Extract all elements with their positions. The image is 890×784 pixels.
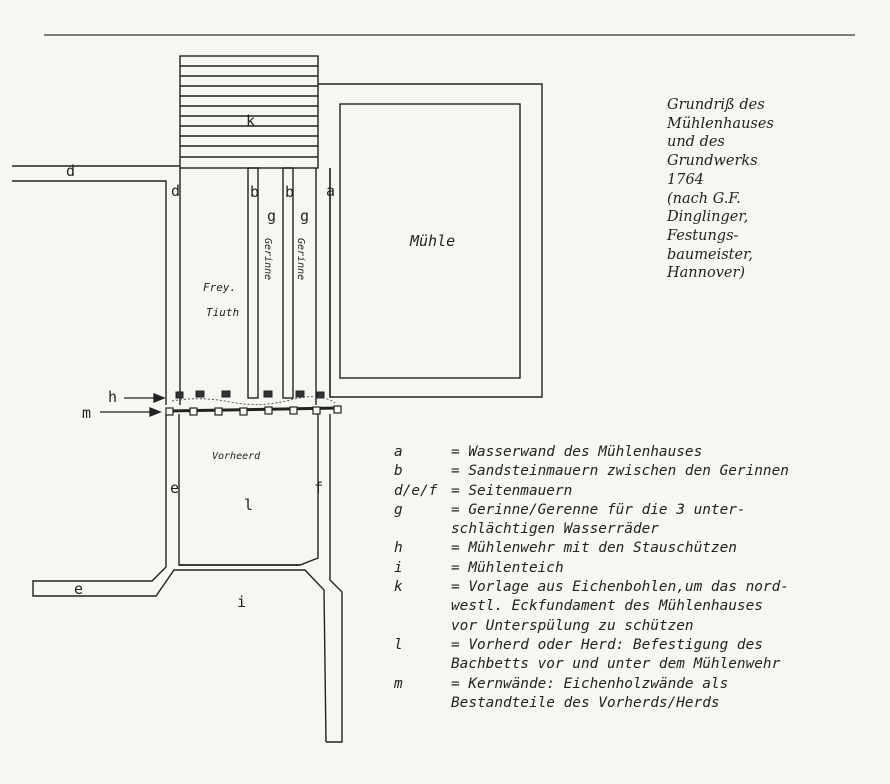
legend-text: = Kernwände: Eichenholzwände als <box>451 675 729 692</box>
side-wall-d <box>12 166 180 405</box>
legend-entry-g <box>394 501 884 520</box>
legend-text: vor Unterspülung zu schützen <box>451 617 694 634</box>
legend-key: k <box>394 579 403 596</box>
label-b1: b <box>250 183 260 201</box>
label-d: d <box>171 182 181 200</box>
label-frei-2: Tiuth <box>206 306 240 319</box>
caption-line: Festungs- <box>667 227 739 244</box>
caption-line: Mühlenhauses <box>667 115 774 132</box>
caption-line: (nach G.F. <box>667 190 741 207</box>
label-e-left: e <box>170 479 180 497</box>
label-frei-1: Frey. <box>203 281 237 294</box>
caption-line: Dinglinger, <box>667 209 749 226</box>
label-h: h <box>108 388 118 406</box>
legend-text: = Mühlenteich <box>451 559 564 576</box>
sandstone-wall-b1 <box>248 168 258 398</box>
legend-entry-l <box>394 636 884 655</box>
label-k: k <box>246 112 256 130</box>
legend-entry-i <box>394 559 884 578</box>
legend-text: = Mühlenwehr mit den Stauschützen <box>451 540 737 557</box>
legend-key: d/e/f <box>394 482 438 499</box>
legend-entry-a <box>394 443 884 462</box>
legend-key: m <box>394 675 403 692</box>
legend-text: = Wasserwand des Mühlenhauses <box>451 444 703 460</box>
plan-caption <box>667 96 882 283</box>
label-i: i <box>237 593 247 611</box>
caption-line: Grundwerks <box>667 153 758 170</box>
caption-line: 1764 <box>667 171 704 188</box>
legend-key: l <box>394 636 403 653</box>
legend-entry-k-cont <box>394 617 884 636</box>
legend-key: h <box>394 540 403 557</box>
label-vorheerd: Vorheerd <box>212 451 261 462</box>
label-gerinne-1: Gerinne <box>262 238 273 281</box>
legend-entry-m-cont <box>394 694 884 713</box>
legend-text: = Sandsteinmauern zwischen den Gerinnen <box>451 463 789 480</box>
label-muehle: Mühle <box>410 232 456 250</box>
legend-entry-m <box>394 675 884 694</box>
legend-entry-def <box>394 482 884 501</box>
caption-line: baumeister, <box>667 246 754 263</box>
legend-text: = Seitenmauern <box>451 482 573 499</box>
caption-line: Grundriß des <box>667 97 765 113</box>
label-e-wall: e <box>74 580 84 598</box>
caption-line: Hannover) <box>667 265 746 282</box>
label-m: m <box>82 404 92 422</box>
label-a: a <box>326 182 336 200</box>
legend <box>394 443 884 713</box>
legend-entry-k <box>394 578 884 597</box>
legend-text: = Vorlage aus Eichenbohlen,um das nord- <box>451 579 789 596</box>
sandstone-wall-b2 <box>283 168 293 398</box>
core-walls-m <box>166 406 341 415</box>
legend-key: a <box>394 444 403 460</box>
legend-text: schlächtigen Wasserräder <box>451 521 659 538</box>
legend-entry-h <box>394 539 884 558</box>
legend-text: Bestandteile des Vorherds/Herds <box>451 694 720 711</box>
legend-text: = Gerinne/Gerenne für die 3 unter- <box>451 501 746 518</box>
label-b2: b <box>285 183 295 201</box>
legend-text: westl. Eckfundament des Mühlenhauses <box>451 598 763 615</box>
legend-key: g <box>394 501 403 518</box>
legend-text: Bachbetts vor und unter dem Mühlenwehr <box>451 656 781 673</box>
legend-entry-k-cont <box>394 597 884 616</box>
label-l: l <box>244 496 254 514</box>
caption-line: und des <box>667 134 725 151</box>
legend-key: b <box>394 463 403 480</box>
label-d-left: d <box>66 162 76 180</box>
label-gerinne-2: Gerinne <box>295 238 306 281</box>
label-f: f <box>314 479 324 497</box>
side-wall-f <box>179 414 342 742</box>
legend-key: i <box>394 559 403 576</box>
legend-text: = Vorherd oder Herd: Befestigung des <box>451 636 763 653</box>
label-g1: g <box>267 207 277 225</box>
legend-entry-l-cont <box>394 655 884 674</box>
legend-entry-g-cont <box>394 520 884 539</box>
legend-entry-b <box>394 462 884 481</box>
label-g2: g <box>300 207 310 225</box>
